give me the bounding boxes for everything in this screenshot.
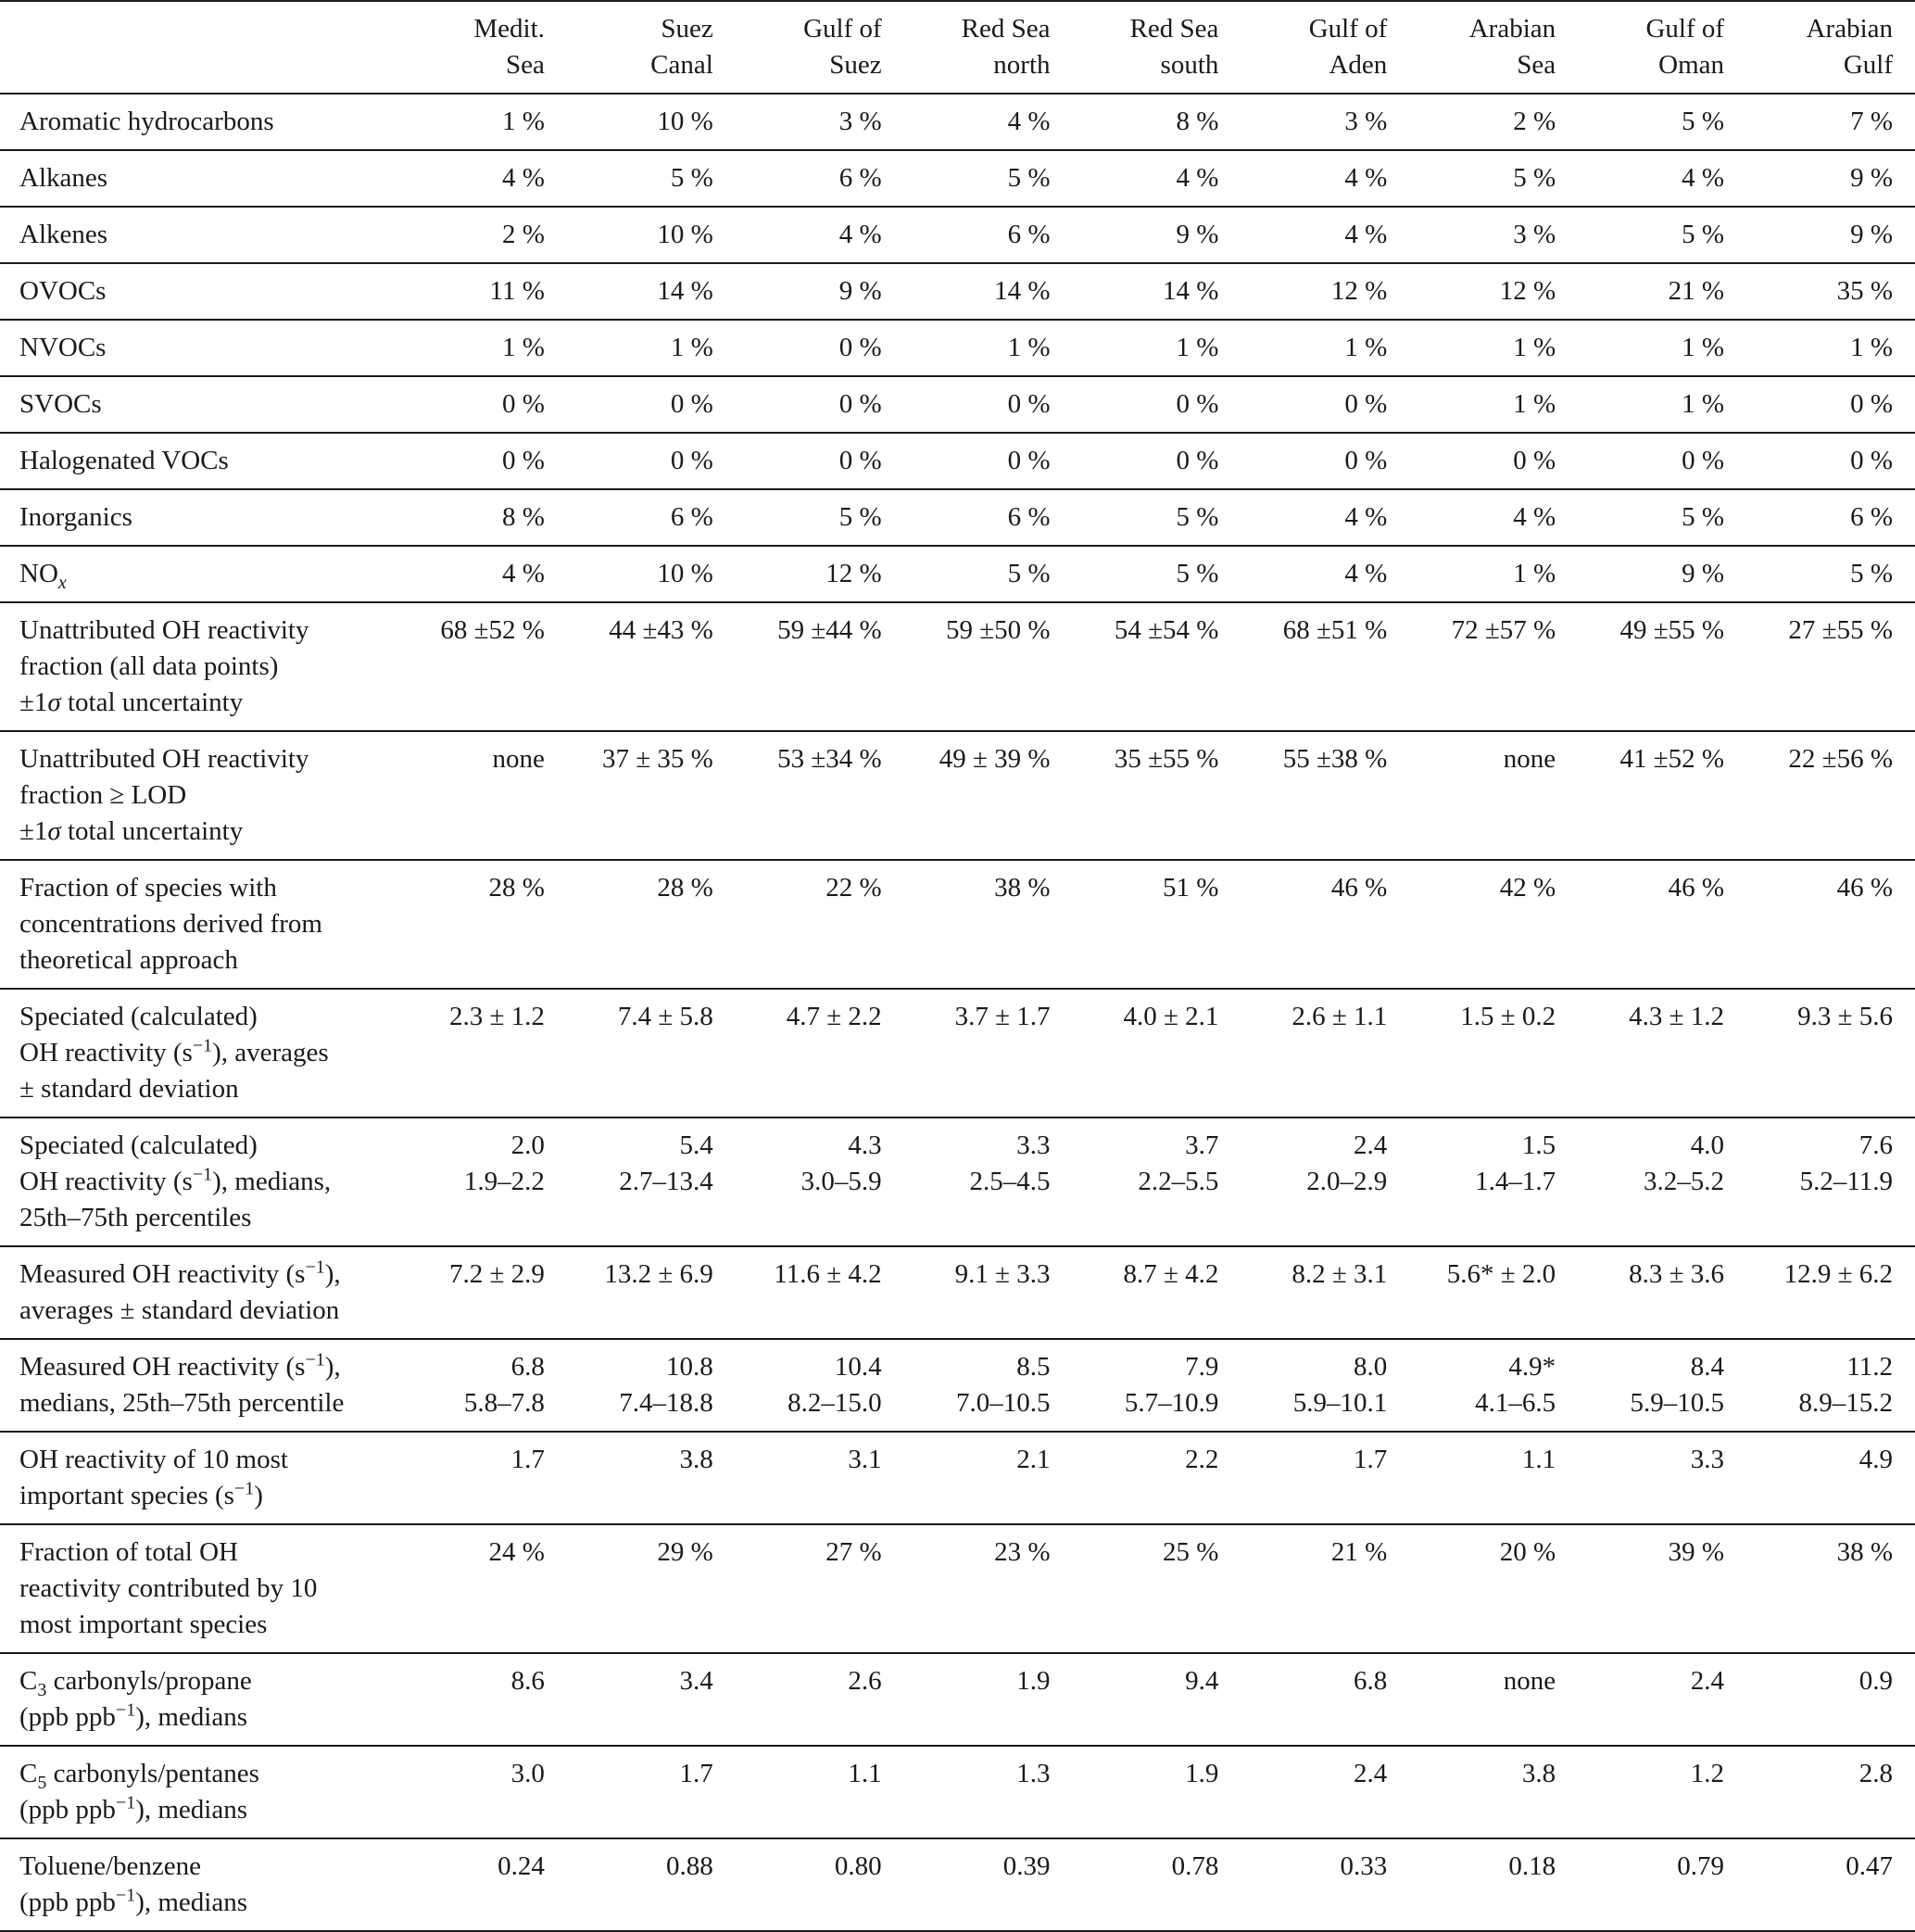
- table-cell: 0.24: [498, 1851, 545, 1881]
- table-cell: 72 ±57 %: [1451, 615, 1556, 645]
- table-cell: 0.88: [666, 1851, 713, 1881]
- table-cell: 4 %: [1176, 163, 1219, 193]
- table-cell: 4.0 ± 2.1: [1123, 1002, 1219, 1031]
- table-cell: 21 %: [1668, 276, 1725, 306]
- table-cell: 2.4 2.0–2.9: [1306, 1130, 1388, 1196]
- table-row: [0, 1246, 1915, 1339]
- table-cell: 1.1: [1521, 1445, 1556, 1474]
- table-cell: 6 %: [670, 502, 713, 532]
- table-cell: 46 %: [1836, 873, 1893, 903]
- table-cell: 1 %: [1682, 389, 1725, 419]
- table-cell: 9.4: [1185, 1666, 1219, 1696]
- table-cell: 38 %: [1836, 1537, 1893, 1567]
- table-cell: 0 %: [838, 446, 882, 475]
- table-cell: 1 %: [501, 107, 545, 136]
- table-cell: 0 %: [1007, 446, 1051, 475]
- table-cell: 0 %: [1513, 446, 1556, 475]
- table-cell: 1 %: [501, 333, 545, 362]
- table-cell: 46 %: [1668, 873, 1725, 903]
- table-cell: 5 %: [1513, 163, 1556, 193]
- table-cell: 2.4: [1354, 1759, 1388, 1788]
- table-cell: 0.78: [1171, 1851, 1219, 1881]
- table-cell: 3.7 ± 1.7: [954, 1002, 1051, 1031]
- row-label: Toluene/benzene (ppb ppb$^{-1}$), medians: [19, 1851, 248, 1917]
- table-cell: 0 %: [670, 389, 713, 419]
- table-cell: 1 %: [1513, 559, 1556, 588]
- table-cell: 3 %: [1344, 107, 1388, 136]
- table-cell: 6 %: [1007, 220, 1051, 249]
- table-cell: 10.8 7.4–18.8: [619, 1352, 713, 1418]
- table-cell: 5 %: [1682, 107, 1725, 136]
- table-cell: 4 %: [1344, 220, 1388, 249]
- table-cell: 3 %: [1513, 220, 1556, 249]
- table-cell: 5 %: [1176, 502, 1219, 532]
- table-cell: 1.3: [1016, 1759, 1051, 1788]
- table-cell: 2 %: [501, 220, 545, 249]
- table-cell: 51 %: [1162, 873, 1219, 903]
- row-label: Speciated (calculated) OH reactivity $(s^{-1})$, medians, 25th–75th percentiles: [19, 1130, 332, 1232]
- table-cell: 0 %: [670, 446, 713, 475]
- table-cell: 11.2 8.9–15.2: [1798, 1352, 1893, 1418]
- table-cell: 8 %: [1176, 107, 1219, 136]
- table-cell: 9 %: [1682, 559, 1725, 588]
- table-cell: 7.4 ± 5.8: [617, 1002, 713, 1031]
- row-label: Aromatic hydrocarbons: [19, 107, 274, 136]
- table-cell: 27 ±55 %: [1788, 615, 1893, 645]
- table-header: [0, 1, 1915, 94]
- row-label: NVOCs: [19, 333, 107, 362]
- table-cell: 22 ±56 %: [1788, 744, 1893, 774]
- column-header: Suez Canal: [650, 14, 713, 80]
- table-cell: none: [1503, 1666, 1556, 1696]
- table-cell: 5 %: [670, 163, 713, 193]
- table-row: [0, 602, 1915, 731]
- table-cell: 3.8: [679, 1445, 713, 1474]
- table-cell: 59 ±44 %: [777, 615, 882, 645]
- table-cell: 4.0 3.2–5.2: [1644, 1130, 1725, 1196]
- table-row: [0, 1746, 1915, 1838]
- table-row: [0, 489, 1915, 546]
- table-cell: 6 %: [1007, 502, 1051, 532]
- table-cell: 8.4 5.9–10.5: [1630, 1352, 1725, 1418]
- table-cell: 5.6* ± 2.0: [1446, 1259, 1556, 1289]
- table-cell: 2.3 ± 1.2: [448, 1002, 545, 1031]
- table-cell: 2.8: [1858, 1759, 1893, 1788]
- table-cell: 0 %: [1344, 389, 1388, 419]
- table-cell: 0 %: [1850, 446, 1893, 475]
- table-cell: 0 %: [1176, 446, 1219, 475]
- column-header: Gulf of Oman: [1645, 14, 1725, 80]
- table-cell: 68 ±52 %: [440, 615, 545, 645]
- row-label: Alkenes: [19, 220, 108, 249]
- table-row: [0, 1432, 1915, 1524]
- table-row: [0, 150, 1915, 207]
- table-cell: 1 %: [670, 333, 713, 362]
- table-cell: 3.4: [679, 1666, 713, 1696]
- table-row: [0, 1118, 1915, 1246]
- table-cell: 5 %: [1682, 502, 1725, 532]
- table-cell: 1 %: [1513, 389, 1556, 419]
- table-cell: 59 ±50 %: [945, 615, 1051, 645]
- table-cell: 8 %: [501, 502, 545, 532]
- table-cell: 12 %: [825, 559, 882, 588]
- table-row: [0, 1524, 1915, 1653]
- row-label: Unattributed OH reactivity fraction ≥ LOD ±1σ total uncertainty: [19, 744, 309, 846]
- table-cell: 39 %: [1668, 1537, 1725, 1567]
- table-cell: 12 %: [1499, 276, 1556, 306]
- table-row: [0, 433, 1915, 489]
- row-label: Fraction of total OH reactivity contributed by 10 most important species: [19, 1537, 318, 1639]
- row-label: Measured OH reactivity $(s^{-1})$, medians, 25th–75th percentile: [19, 1349, 345, 1418]
- table-cell: 6 %: [1850, 502, 1893, 532]
- table-cell: 8.0 5.9–10.1: [1292, 1352, 1388, 1418]
- table-cell: 9 %: [1176, 220, 1219, 249]
- table-cell: 10 %: [657, 220, 713, 249]
- table-cell: 9.3 ± 5.6: [1797, 1002, 1893, 1031]
- table-cell: 5 %: [1850, 559, 1893, 588]
- table-cell: 4 %: [1007, 107, 1051, 136]
- table-cell: 0.18: [1508, 1851, 1556, 1881]
- table-cell: 8.6: [510, 1666, 545, 1696]
- table-cell: 0 %: [1682, 446, 1725, 475]
- table-cell: 22 %: [825, 873, 882, 903]
- table-cell: 25 %: [1162, 1537, 1219, 1567]
- table-cell: 5 %: [1682, 220, 1725, 249]
- table-cell: 0.47: [1846, 1851, 1893, 1881]
- table-cell: 3.3: [1690, 1445, 1725, 1474]
- table-cell: 1.1: [848, 1759, 882, 1788]
- table-cell: 2.1: [1016, 1445, 1051, 1474]
- table-cell: 41 ±52 %: [1619, 744, 1725, 774]
- table-cell: 5 %: [1007, 163, 1051, 193]
- table-cell: 9 %: [838, 276, 882, 306]
- table-cell: 0.79: [1677, 1851, 1725, 1881]
- table-cell: 2.6: [848, 1666, 882, 1696]
- table-cell: 35 ±55 %: [1114, 744, 1219, 774]
- row-label: SVOCs: [19, 389, 102, 419]
- table-cell: 55 ±38 %: [1282, 744, 1388, 774]
- table-cell: 12 %: [1330, 276, 1388, 306]
- row-label: OH reactivity of 10 most important species $(s^{-1})$: [19, 1445, 288, 1510]
- table-cell: 1 %: [1007, 333, 1051, 362]
- table-cell: 4 %: [838, 220, 882, 249]
- table-cell: 1 %: [1513, 333, 1556, 362]
- table-cell: 4 %: [1344, 502, 1388, 532]
- table-cell: 11 %: [489, 276, 545, 306]
- table-cell: 1 %: [1850, 333, 1893, 362]
- table-cell: 28 %: [657, 873, 713, 903]
- table-cell: 1.7: [679, 1759, 713, 1788]
- table-row: [0, 94, 1915, 150]
- row-label: OVOCs: [19, 276, 107, 306]
- table-row: [0, 320, 1915, 376]
- table-cell: 44 ±43 %: [609, 615, 713, 645]
- table-cell: 8.3 ± 3.6: [1629, 1259, 1725, 1289]
- table-cell: 2.4: [1690, 1666, 1725, 1696]
- table-cell: 4.3 ± 1.2: [1629, 1002, 1725, 1031]
- table-cell: none: [492, 744, 545, 774]
- table-cell: 7.2 ± 2.9: [448, 1259, 545, 1289]
- table-cell: 4 %: [501, 559, 545, 588]
- row-label: Fraction of species with concentrations derived from theoretical approach: [19, 873, 322, 975]
- table-cell: 3.7 2.2–5.5: [1138, 1130, 1219, 1196]
- table-row: [0, 207, 1915, 263]
- row-label: Alkanes: [19, 163, 108, 193]
- table-cell: 1.9: [1185, 1759, 1219, 1788]
- table-row: [0, 376, 1915, 433]
- row-label: Inorganics: [19, 502, 132, 532]
- column-header: Red Sea south: [1129, 14, 1219, 80]
- table-cell: 0.33: [1340, 1851, 1388, 1881]
- table-cell: 42 %: [1499, 873, 1556, 903]
- row-label: $C_3$ carbonyls/propane (ppb ppb$^{-1}$), medians: [19, 1666, 252, 1732]
- table-cell: 12.9 ± 6.2: [1783, 1259, 1893, 1289]
- table-cell: 2.2: [1185, 1445, 1219, 1474]
- table-cell: 27 %: [825, 1537, 882, 1567]
- table-cell: 4.9* 4.1–6.5: [1475, 1352, 1556, 1418]
- table-cell: 4 %: [501, 163, 545, 193]
- table-cell: 37 ± 35 %: [601, 744, 713, 774]
- table-cell: 35 %: [1836, 276, 1893, 306]
- table-cell: 1.9: [1016, 1666, 1051, 1696]
- table-cell: 11.6 ± 4.2: [774, 1259, 882, 1289]
- table-cell: 14 %: [1162, 276, 1219, 306]
- table-cell: 3.3 2.5–4.5: [969, 1130, 1051, 1196]
- table-cell: 46 %: [1330, 873, 1388, 903]
- row-label: Measured OH reactivity $(s^{-1})$, averages ± standard deviation: [19, 1256, 341, 1325]
- column-header: Arabian Gulf: [1806, 14, 1893, 80]
- table-cell: 0 %: [1850, 389, 1893, 419]
- table-cell: none: [1503, 744, 1556, 774]
- row-label: Speciated (calculated) OH reactivity $(s^{-1})$, averages ± standard deviation: [19, 1002, 329, 1104]
- table-row: [0, 989, 1915, 1118]
- table-cell: 5 %: [1176, 559, 1219, 588]
- table-cell: 4 %: [1344, 163, 1388, 193]
- row-label: Halogenated VOCs: [19, 446, 229, 475]
- row-label: $C_5$ carbonyls/pentanes (ppb ppb$^{-1}$), medians: [19, 1759, 259, 1825]
- table-row: [0, 1838, 1915, 1931]
- column-header: Gulf of Suez: [803, 14, 882, 80]
- table-row: [0, 860, 1915, 989]
- table-cell: 0 %: [501, 446, 545, 475]
- table-cell: 2.0 1.9–2.2: [463, 1130, 545, 1196]
- table-cell: 5 %: [838, 502, 882, 532]
- table-cell: 0.39: [1002, 1851, 1051, 1881]
- table-cell: 4 %: [1513, 502, 1556, 532]
- table-cell: 21 %: [1330, 1537, 1388, 1567]
- table-cell: 7 %: [1850, 107, 1893, 136]
- table-cell: 9 %: [1850, 220, 1893, 249]
- table-cell: 9.1 ± 3.3: [954, 1259, 1051, 1289]
- table-cell: 4 %: [1682, 163, 1725, 193]
- table-cell: 1.5 ± 0.2: [1460, 1002, 1556, 1031]
- table-cell: 4 %: [1344, 559, 1388, 588]
- table-cell: 1.2: [1690, 1759, 1725, 1788]
- table-cell: 4.9: [1858, 1445, 1893, 1474]
- column-header: Medit. Sea: [473, 14, 545, 80]
- table-cell: 0 %: [838, 333, 882, 362]
- column-header: Red Sea north: [961, 14, 1051, 80]
- table-row: [0, 1339, 1915, 1432]
- table-cell: 1 %: [1682, 333, 1725, 362]
- table-row: [0, 546, 1915, 602]
- table-cell: 8.5 7.0–10.5: [956, 1352, 1051, 1418]
- table-cell: 38 %: [994, 873, 1051, 903]
- table-cell: 14 %: [657, 276, 713, 306]
- table-cell: 20 %: [1499, 1537, 1556, 1567]
- table-cell: 6.8 5.8–7.8: [463, 1352, 545, 1418]
- table-cell: 8.7 ± 4.2: [1123, 1259, 1219, 1289]
- row-label: Unattributed OH reactivity fraction (all data points) ±1σ total uncertainty: [19, 615, 309, 717]
- table-cell: 6.8: [1354, 1666, 1388, 1696]
- table-cell: 10 %: [657, 559, 713, 588]
- table-cell: 7.9 5.7–10.9: [1124, 1352, 1219, 1418]
- table-cell: 2 %: [1513, 107, 1556, 136]
- row-label: $NO_x$: [19, 559, 67, 593]
- table-cell: 53 ±34 %: [777, 744, 882, 774]
- table-cell: 10 %: [657, 107, 713, 136]
- table-cell: 9 %: [1850, 163, 1893, 193]
- column-header: Arabian Sea: [1468, 14, 1556, 80]
- table-row: [0, 263, 1915, 320]
- table-cell: 29 %: [657, 1537, 713, 1567]
- header-corner: [0, 1, 398, 94]
- table-cell: 3.8: [1521, 1759, 1556, 1788]
- table-cell: 0 %: [838, 389, 882, 419]
- table-cell: 0 %: [1007, 389, 1051, 419]
- table-cell: 0.80: [834, 1851, 882, 1881]
- table-cell: 2.6 ± 1.1: [1291, 1002, 1388, 1031]
- table-cell: 3.1: [848, 1445, 882, 1474]
- table-cell: 3 %: [838, 107, 882, 136]
- table-cell: 5.4 2.7–13.4: [619, 1130, 713, 1196]
- table-cell: 23 %: [994, 1537, 1051, 1567]
- table-cell: 1 %: [1176, 333, 1219, 362]
- table-cell: 1 %: [1344, 333, 1388, 362]
- table-cell: 0 %: [1176, 389, 1219, 419]
- table-cell: 49 ± 39 %: [939, 744, 1051, 774]
- table-cell: 13.2 ± 6.9: [604, 1259, 713, 1289]
- table-row: [0, 1653, 1915, 1746]
- table-cell: 1.5 1.4–1.7: [1475, 1130, 1556, 1196]
- table-cell: 0 %: [1344, 446, 1388, 475]
- table-cell: 1.7: [510, 1445, 545, 1474]
- table-cell: 0.9: [1858, 1666, 1893, 1696]
- table-row: [0, 731, 1915, 860]
- table-cell: 68 ±51 %: [1282, 615, 1388, 645]
- table-cell: 6 %: [838, 163, 882, 193]
- table-cell: 7.6 5.2–11.9: [1799, 1130, 1893, 1196]
- table-cell: 14 %: [994, 276, 1051, 306]
- table-cell: 4.7 ± 2.2: [786, 1002, 882, 1031]
- header-row: [0, 1, 1915, 94]
- table-cell: 54 ±54 %: [1114, 615, 1219, 645]
- table-cell: 4.3 3.0–5.9: [800, 1130, 882, 1196]
- table-cell: 10.4 8.2–15.0: [787, 1352, 882, 1418]
- table-body: [0, 94, 1915, 1931]
- table-cell: 24 %: [488, 1537, 545, 1567]
- table-cell: 3.0: [510, 1759, 545, 1788]
- column-header: Gulf of Aden: [1308, 14, 1388, 80]
- table-cell: 28 %: [488, 873, 545, 903]
- table-cell: 1.7: [1354, 1445, 1388, 1474]
- table-cell: 8.2 ± 3.1: [1291, 1259, 1388, 1289]
- table-cell: 49 ±55 %: [1619, 615, 1725, 645]
- table-cell: 5 %: [1007, 559, 1051, 588]
- table-cell: 0 %: [501, 389, 545, 419]
